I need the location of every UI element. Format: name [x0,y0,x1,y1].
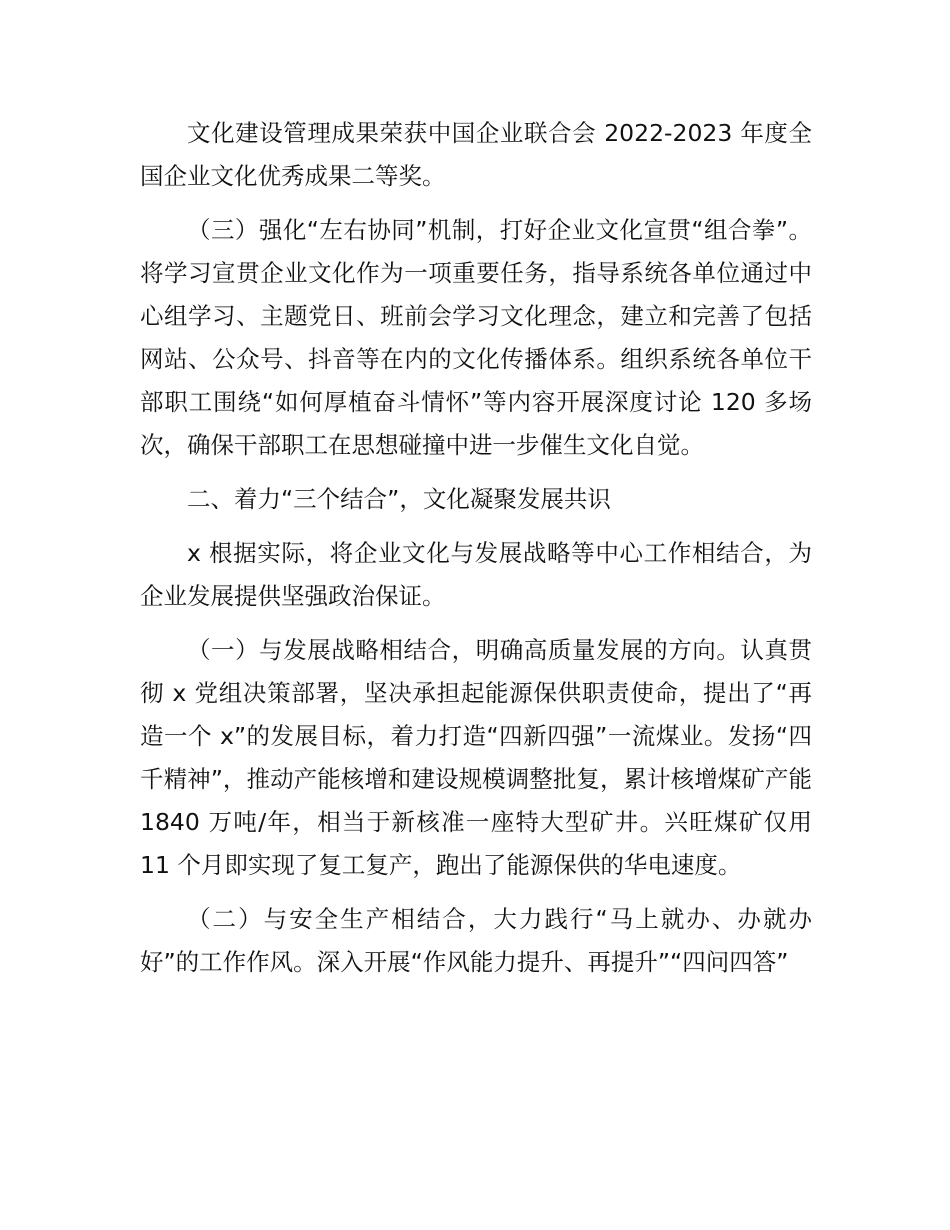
paragraph-development-strategy: （一）与发展战略相结合，明确高质量发展的方向。认真贯彻 x 党组决策部署，坚决承担起能源保供职责使命，提出了“再造一个 x”的发展目标，着力打造“四新四强”一流煤业。发扬“四千精神”，推动产能核增和建设规模调整批复，累计核增煤矿产能 1840 万吨/年，相当于新核准一座特大型矿井。兴旺煤矿仅用 11 个月即实现了复工复产，跑出了能源保供的华电速度。 [140,636,812,879]
paragraph-award: 文化建设管理成果荣获中国企业联合会 2022-2023 年度全国企业文化优秀成果二等奖。 [140,119,812,190]
document-page [140,112,812,984]
section-heading-three-combinations: 二、着力“三个结合”，文化凝聚发展共识 [187,485,611,513]
paragraph-section-intro: x 根据实际，将企业文化与发展战略等中心工作相结合，为企业发展提供坚强政治保证。 [140,539,812,610]
paragraph-coordination-mechanism: （三）强化“左右协同”机制，打好企业文化宣贯“组合拳”。将学习宣贯企业文化作为一项重要任务，指导系统各单位通过中心组学习、主题党日、班前会学习文化理念，建立和完善了包括网站、公众号、抖音等在内的文化传播体系。组织系统各单位干部职工围绕“如何厚植奋斗情怀”等内容开展深度讨论 120 多场次，确保干部职工在思想碰撞中进一步催生文化自觉。 [140,216,812,459]
paragraph-safety-production: （二）与安全生产相结合，大力践行“马上就办、办就办好”的工作作风。深入开展“作风能力提升、再提升”“四问四答” [140,905,812,976]
